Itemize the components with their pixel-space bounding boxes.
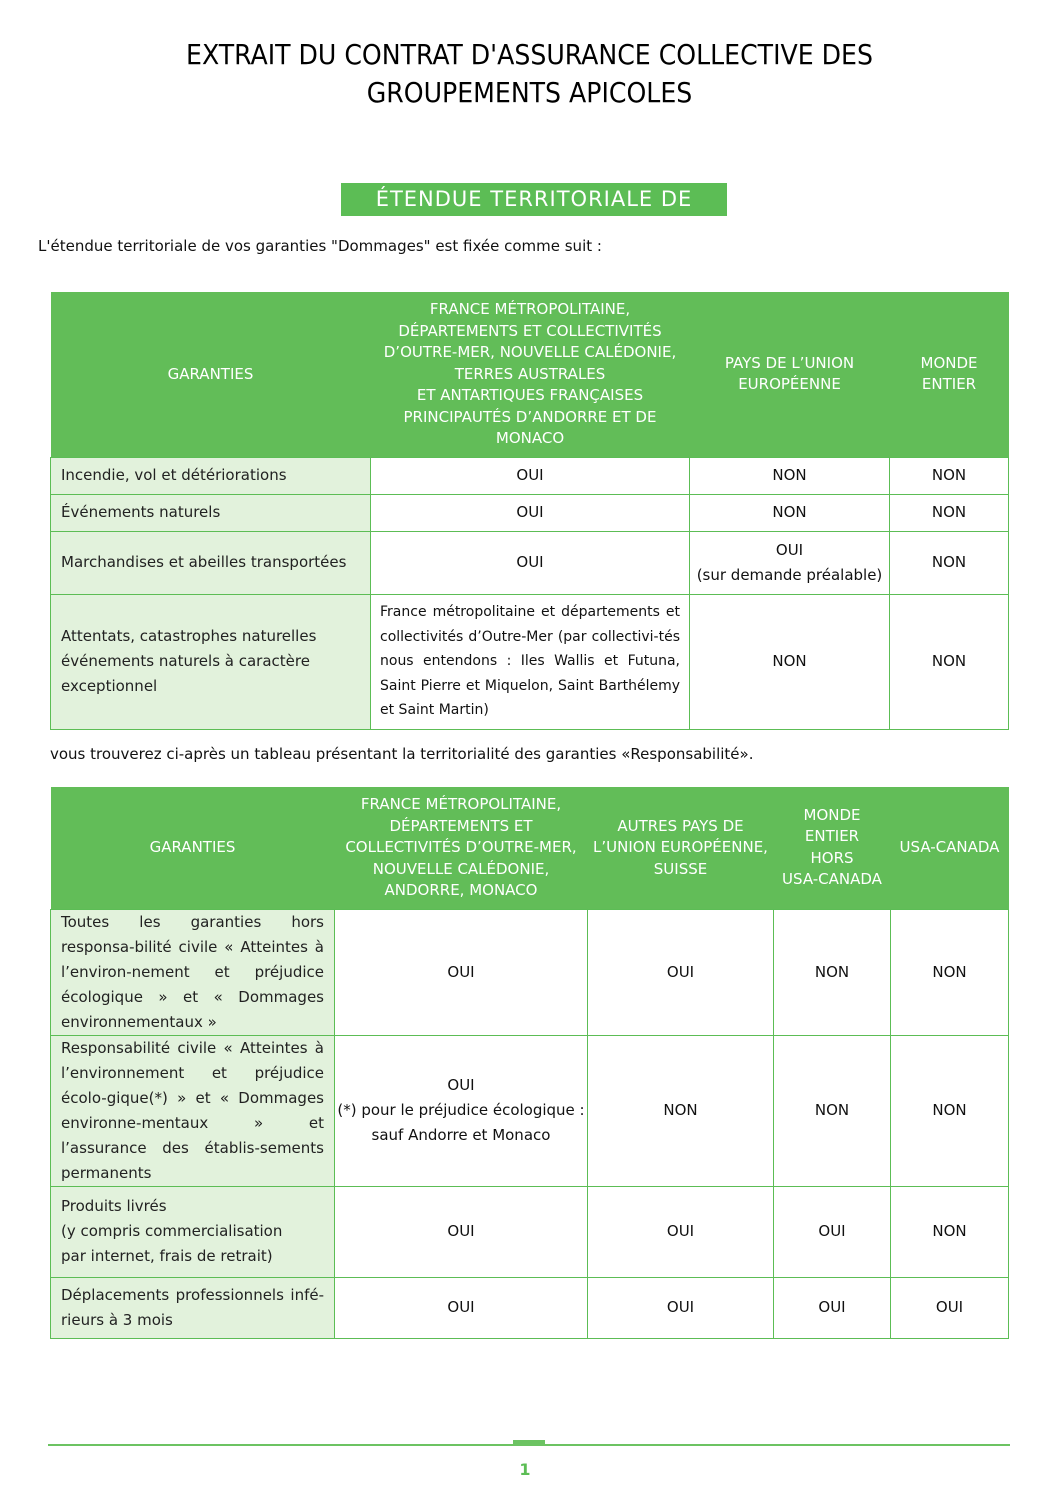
cell-line: par internet, frais de retrait) [61,1247,273,1265]
cell-line: NOUVELLE CALÉDONIE, [372,859,550,878]
row-label: Responsabilité civile « Atteintes à l’environnement et préjudice écolo-gique(*) » et « Dommages environne-mentaux » et l’assurance des établis-sements permanents [51,1035,335,1186]
cell-line: FRANCE MÉTROPOLITAINE, [429,300,631,318]
cell-value: NON [690,457,890,494]
header-cell: GARANTIES [51,292,371,457]
cell-line: MONACO [495,429,565,447]
cell-value: OUI [335,909,588,1035]
cell-line: DÉPARTEMENTS ET [389,816,533,835]
section-heading: ÉTENDUE TERRITORIALE DE VOTRE CONTRAT [341,183,727,216]
dommages-table [50,292,1009,730]
row-label: Toutes les garanties hors responsa-bilité civile « Atteintes à l’environ-nement et préjudice écologique » et « Dommages environnementaux » [51,909,335,1035]
document-title [0,36,1059,112]
row-label: Incendie, vol et détériorations [51,457,371,494]
table-row [51,1035,1009,1186]
cell-line: OUI [775,540,804,559]
row-label [51,594,371,729]
row-label: Événements naturels [51,494,371,531]
cell-line: événements naturels à caractère [61,652,310,670]
cell-value: NON [690,494,890,531]
row-label: Marchandises et abeilles transportées [51,531,371,594]
cell-line: D’OUTRE-MER, NOUVELLE CALÉDONIE, [383,343,677,361]
cell-value: OUI [588,1186,774,1277]
cell-line: MONDE [920,353,978,372]
header-cell [774,787,891,909]
cell-line: EUROPÉENNE [738,375,841,394]
cell-value: NON [690,594,890,729]
cell-value: OUI [371,457,690,494]
cell-line: ANDORRE, MONACO [384,881,538,899]
cell-line: DÉPARTEMENTS ET COLLECTIVITÉS [398,321,662,340]
footer-tab-marker [513,1440,545,1446]
row-label: Déplacements professionnels infé-rieurs à 3 mois [51,1277,335,1338]
cell-value: OUI [371,531,690,594]
cell-value: OUI [335,1277,588,1338]
cell-line: PAYS DE L’UNION [724,353,855,372]
header-cell [690,292,890,457]
cell-value [335,1035,588,1186]
cell-line: MONDE [803,805,861,824]
cell-territory-note: France métropolitaine et départements et collectivités d’Outre-Mer (par collectivi-tés nous entendons : Iles Wallis et Futuna, Saint Pierre et Miquelon, Saint Barthélemy et Saint Martin) [371,594,690,729]
cell-value: NON [890,531,1009,594]
document-title-line-2: GROUPEMENTS APICOLES [366,76,693,109]
header-cell [890,292,1009,457]
cell-line: USA-CANADA [782,870,882,889]
dommages-header-row [51,292,1009,457]
cell-value: OUI [588,909,774,1035]
responsabilite-table [50,787,1009,1339]
cell-line: PRINCIPAUTÉS D’ANDORRE ET DE [403,407,657,426]
cell-line: ENTIER [804,827,860,846]
cell-line: (y compris commercialisation [61,1222,283,1240]
cell-value: NON [588,1035,774,1186]
header-cell [335,787,588,909]
cell-line: (*) pour le préjudice écologique : [337,1101,585,1119]
cell-value: NON [891,1186,1009,1277]
cell-value: OUI [335,1186,588,1277]
cell-line: ENTIER [921,375,977,394]
cell-value: OUI [774,1186,891,1277]
table-row [51,1277,1009,1338]
table-row [51,909,1009,1035]
cell-value: NON [891,1035,1009,1186]
cell-line: TERRES AUSTRALES [454,364,606,383]
header-cell [588,787,774,909]
cell-line: Produits livrés [61,1197,167,1215]
cell-value: NON [774,909,891,1035]
cell-value [690,531,890,594]
intro-text-2: vous trouverez ci-après un tableau présentant la territorialité des garanties «Responsabilité». [50,745,754,763]
cell-value: OUI [891,1277,1009,1338]
cell-value: OUI [371,494,690,531]
cell-line: exceptionnel [61,677,158,695]
cell-value: NON [774,1035,891,1186]
cell-line: sauf Andorre et Monaco [371,1126,551,1144]
header-cell: USA-CANADA [891,787,1009,909]
table-row [51,494,1009,531]
cell-line: COLLECTIVITÉS D’OUTRE-MER, [345,838,577,856]
cell-line: ET ANTARTIQUES FRANÇAISES [416,386,644,404]
document-title-line-1: EXTRAIT DU CONTRAT D'ASSURANCE COLLECTIVE DES [186,38,873,71]
page-number: 1 [519,1460,531,1479]
cell-value: OUI [588,1277,774,1338]
cell-value: OUI [774,1277,891,1338]
table-row [51,594,1009,729]
cell-line: FRANCE MÉTROPOLITAINE, [360,795,562,813]
cell-value: NON [890,494,1009,531]
table-row [51,531,1009,594]
responsabilite-header-row [51,787,1009,909]
cell-line: (sur demande préalable) [696,565,883,584]
cell-value: NON [890,457,1009,494]
cell-line: AUTRES PAYS DE [617,816,744,835]
header-cell: GARANTIES [51,787,335,909]
row-label [51,1186,335,1277]
cell-line: SUISSE [653,859,708,878]
cell-value: NON [890,594,1009,729]
table-row [51,457,1009,494]
cell-line: HORS [810,848,854,867]
header-cell [371,292,690,457]
intro-text: L'étendue territoriale de vos garanties "Dommages" est fixée comme suit : [38,237,602,255]
cell-line: L’UNION EUROPÉENNE, [593,838,768,856]
cell-line: OUI [447,1076,475,1094]
cell-value: NON [891,909,1009,1035]
cell-line: Attentats, catastrophes naturelles [61,627,317,645]
table-row [51,1186,1009,1277]
